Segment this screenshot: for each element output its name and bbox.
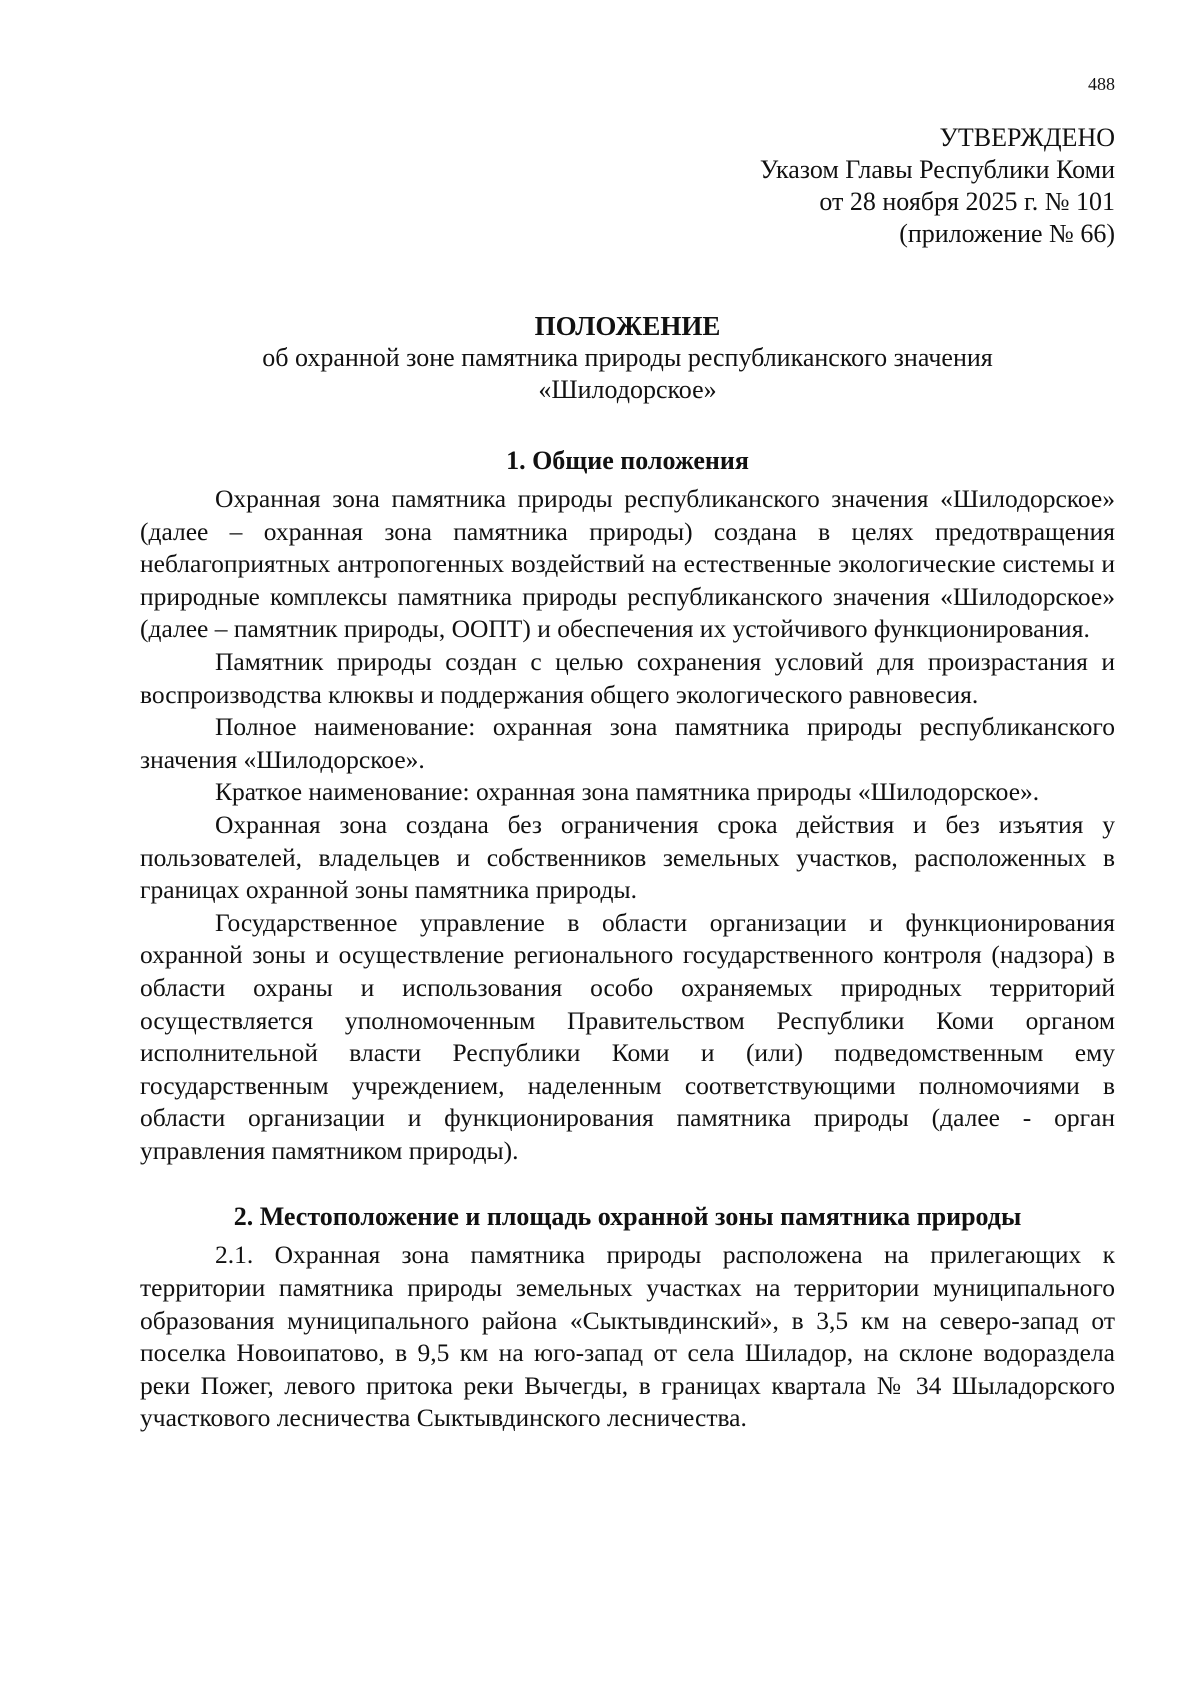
approval-label: УТВЕРЖДЕНО — [939, 123, 1115, 152]
approval-date: от 28 ноября 2025 г. № 101 — [819, 187, 1115, 216]
section-1-paragraph: Краткое наименование: охранная зона памятника природы «Шилодорское». — [215, 777, 1040, 807]
approval-appendix: (приложение № 66) — [899, 219, 1115, 248]
section-1-paragraph: Государственное управление в области организации и функционирования охранной зоны и осуществление регионального государственного контроля (надзора) в области охраны и использования особо охраняемых природных территорий осуществляется уполномоченным Правительством Республики Коми органом исполнительной власти Республики Коми и (или) подведомственным ему государственным учреждением, наделенным соответствующими полномочиями в области организации и функционирования памятника природы (далее - орган управления памятником природы). — [140, 907, 1115, 1165]
document-title: ПОЛОЖЕНИЕ — [534, 311, 721, 341]
approval-stamp — [760, 122, 1115, 250]
section-1-paragraph: Полное наименование: охранная зона памятника природы республиканского значения «Шилодорское». — [140, 712, 1115, 774]
approval-authority: Указом Главы Республики Коми — [759, 155, 1115, 184]
section-1-paragraph: Памятник природы создан с целью сохранения условий для произрастания и воспроизводства клюквы и поддержания общего экологического равновесия. — [140, 646, 1115, 709]
document-subtitle-line-2: «Шилодорское» — [538, 375, 717, 404]
section-2-heading: 2. Местоположение и площадь охранной зоны памятника природы — [233, 1202, 1022, 1232]
section-2-paragraph: 2.1. Охранная зона памятника природы расположена на прилегающих к территории памятника природы земельных участках на территории муниципального образования муниципального района «Сыктывдинский», в 3,5 км на северо-запад от поселка Новоипатово, в 9,5 км на юго-запад от села Шиладор, на склоне водораздела реки Пожег, левого притока реки Вычегды, в границах квартала № 34 Шыладорского участкового лесничества Сыктывдинского лесничества. — [140, 1240, 1115, 1433]
section-1-paragraph: Охранная зона памятника природы республиканского значения «Шилодорское» (далее – охранная зона памятника природы) создана в целях предотвращения неблагоприятных антропогенных воздействий на естественные экологические системы и природные комплексы памятника природы республиканского значения «Шилодорское» (далее – памятник природы, ООПТ) и обеспечения их устойчивого функционирования. — [140, 484, 1115, 644]
document-subtitle-line-1: об охранной зоне памятника природы республиканского значения — [262, 343, 993, 372]
section-1-heading: 1. Общие положения — [506, 446, 749, 475]
page-number: 488 — [1088, 74, 1115, 94]
document-header — [140, 310, 1115, 406]
document-body — [140, 445, 1115, 1435]
section-1-paragraph: Охранная зона создана без ограничения срока действия и без изъятия у пользователей, владельцев и собственников земельных участков, расположенных в границах охранной зоны памятника природы. — [140, 809, 1115, 905]
